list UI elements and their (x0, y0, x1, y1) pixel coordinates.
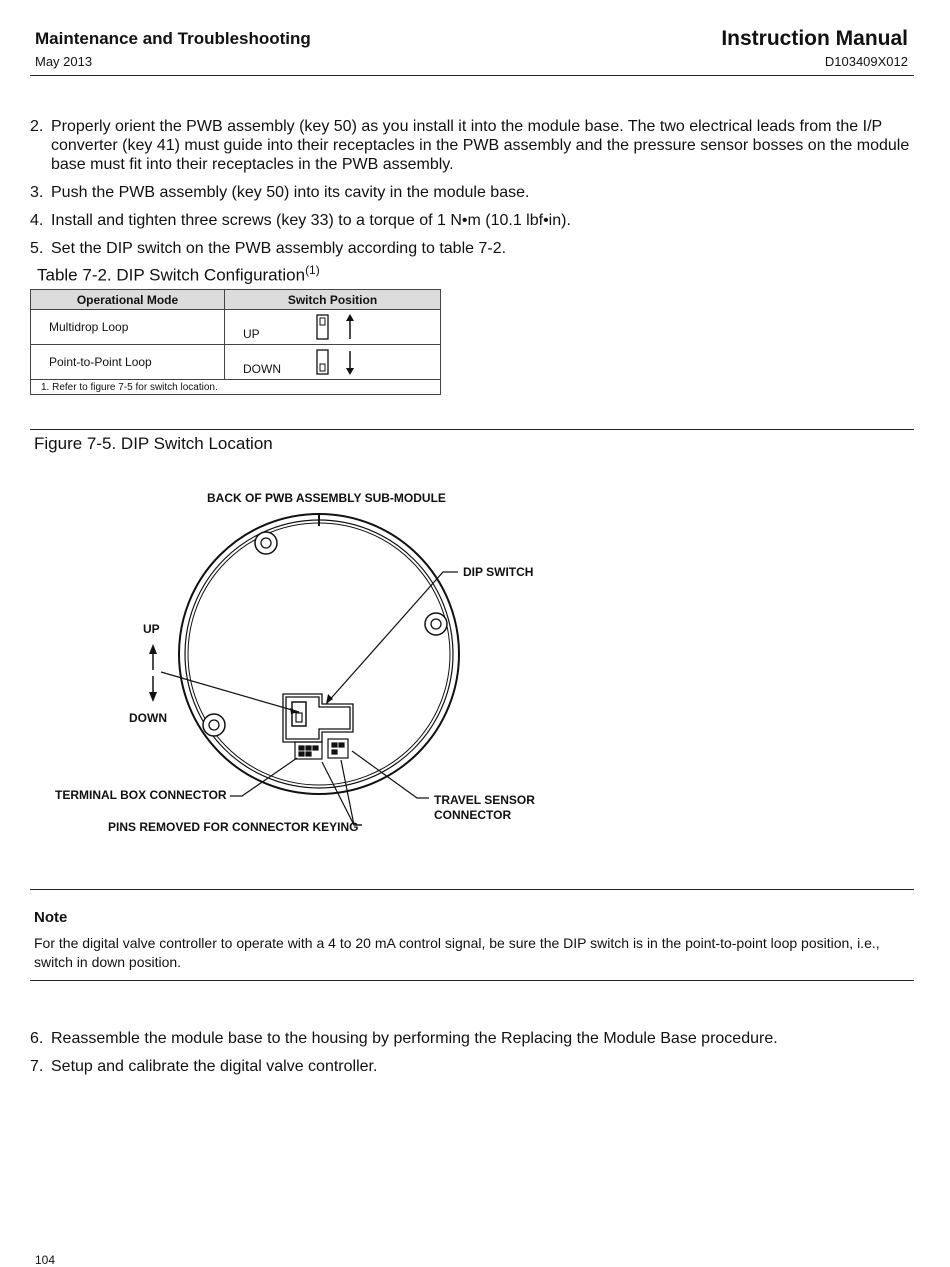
connector-region (283, 694, 353, 742)
label-dip-switch: DIP SWITCH (463, 565, 534, 579)
label-up: UP (143, 622, 160, 636)
down-arrow-icon (149, 676, 157, 702)
step-item (30, 239, 914, 258)
mounting-hole (425, 613, 447, 635)
table-footnote-row (31, 380, 441, 395)
switch-down-icon (315, 348, 365, 376)
step-text: Push the PWB assembly (key 50) into its cavity in the module base. (51, 184, 530, 201)
step-number: 2. (30, 118, 44, 135)
mounting-hole (203, 714, 225, 736)
step-item (30, 211, 914, 230)
step-number: 7. (30, 1058, 44, 1075)
note-bottom-rule (30, 980, 914, 981)
label-back-of-pwb: BACK OF PWB ASSEMBLY SUB-MODULE (207, 491, 446, 505)
table-caption-footnote-ref: (1) (305, 263, 320, 277)
column-header-mode: Operational Mode (31, 290, 225, 310)
step-number: 5. (30, 240, 44, 257)
figure-caption: Figure 7-5. DIP Switch Location (34, 434, 273, 453)
note-title: Note (34, 909, 68, 926)
column-header-position: Switch Position (225, 290, 441, 310)
step-number: 3. (30, 184, 44, 201)
position-label: UP (243, 327, 260, 341)
publication-date: May 2013 (35, 54, 93, 69)
label-down: DOWN (129, 711, 167, 725)
note-body: For the digital valve controller to operate with a 4 to 20 mA control signal, be sure the DIP switch is in the point-to-point loop position, i.e., switch in down position. (34, 935, 880, 970)
table-caption (37, 263, 320, 286)
step-text: Reassemble the module base to the housing by performing the Replacing the Module Base procedure. (51, 1030, 778, 1047)
document-code: D103409X012 (824, 54, 908, 69)
label-pins-removed: PINS REMOVED FOR CONNECTOR KEYING (108, 820, 359, 834)
label-travel-sensor: TRAVEL SENSOR (434, 793, 535, 807)
page-number: 104 (35, 1253, 56, 1267)
document-title: Instruction Manual (721, 27, 908, 50)
dip-switch-location-diagram (40, 480, 560, 840)
step-item (30, 183, 914, 202)
mounting-hole (255, 532, 277, 554)
step-text: Install and tighten three screws (key 33) to a torque of 1 N•m (10.1 lbf•in). (51, 212, 571, 229)
terminal-box-connector-icon (295, 742, 322, 759)
travel-sensor-connector-icon (328, 739, 348, 758)
pwb-board-outline (179, 514, 459, 794)
dip-switch-icon (292, 702, 306, 726)
step-item (30, 1057, 914, 1076)
table-caption-text: Table 7-2. DIP Switch Configuration (37, 265, 306, 285)
label-travel-sensor-connector: CONNECTOR (434, 808, 512, 822)
step-number: 4. (30, 212, 44, 229)
step-text: Setup and calibrate the digital valve controller. (51, 1058, 378, 1075)
label-terminal-box-connector: TERMINAL BOX CONNECTOR (55, 788, 227, 802)
table-header-row (31, 290, 441, 310)
step-item (30, 1029, 914, 1048)
position-cell (225, 310, 441, 345)
step-number: 6. (30, 1030, 44, 1047)
step-item (30, 117, 914, 174)
table-row (31, 310, 441, 345)
table-footnote: 1. Refer to figure 7-5 for switch location. (31, 380, 441, 395)
note-top-rule (30, 889, 914, 890)
figure-top-rule (30, 429, 914, 430)
mode-cell: Multidrop Loop (31, 310, 225, 345)
position-label: DOWN (243, 362, 281, 376)
section-title: Maintenance and Troubleshooting (35, 29, 311, 48)
switch-up-icon (315, 313, 365, 341)
position-cell (225, 345, 441, 380)
mode-cell: Point-to-Point Loop (31, 345, 225, 380)
step-text: Properly orient the PWB assembly (key 50) as you install it into the module base. The two electrical leads from the I/P converter (key 41) must guide into their receptacles in the PWB assembly and the pressure sensor bosses on the module base must fit into their receptacles in the PWB assembly. (51, 118, 910, 173)
dip-switch-table (30, 289, 441, 395)
table-row (31, 345, 441, 380)
header-rule (30, 75, 914, 76)
step-text: Set the DIP switch on the PWB assembly according to table 7-2. (51, 240, 507, 257)
up-arrow-icon (149, 644, 157, 670)
